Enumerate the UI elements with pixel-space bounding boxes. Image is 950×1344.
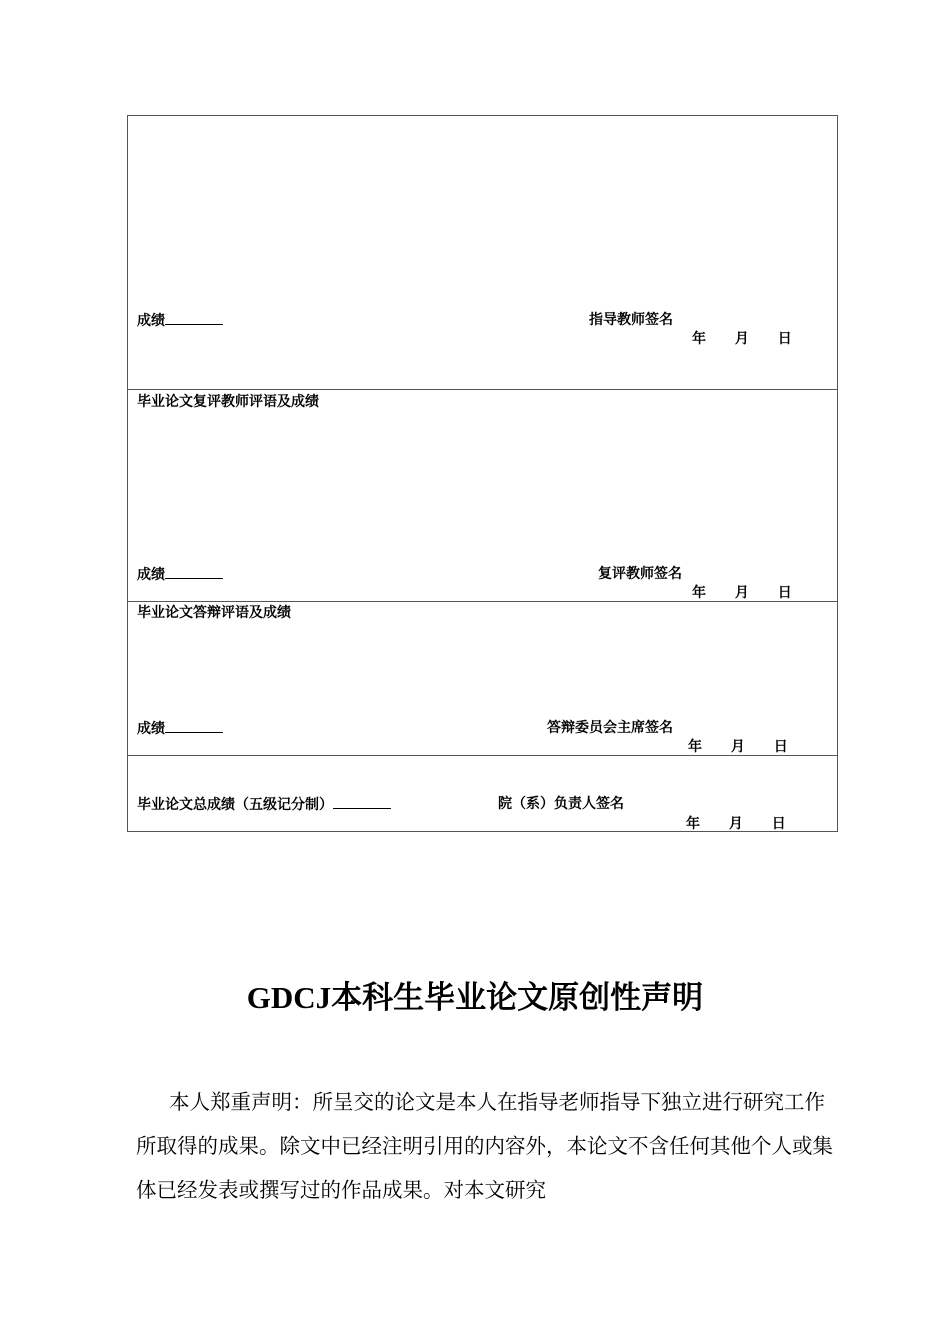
date-year: 年 (692, 331, 706, 347)
evaluation-form-table (127, 115, 838, 832)
defense-section-heading: 毕业论文答辩评语及成绩 (137, 605, 291, 621)
defense-grade-blank[interactable] (165, 720, 223, 733)
reviewer-signature-label: 复评教师签名 (598, 566, 682, 582)
row-divider (128, 389, 837, 390)
date-year: 年 (686, 816, 700, 832)
advisor-grade-field (137, 312, 223, 329)
advisor-grade-label: 成绩 (137, 313, 165, 329)
date-month: 月 (734, 331, 749, 347)
defense-date (688, 739, 788, 755)
total-grade-blank[interactable] (333, 796, 391, 809)
advisor-date (692, 331, 792, 347)
dean-signature-label: 院（系）负责人签名 (498, 796, 624, 812)
reviewer-grade-field (137, 566, 223, 583)
date-year: 年 (692, 585, 706, 601)
total-grade-field (137, 796, 391, 813)
row-divider (128, 601, 837, 602)
date-day: 日 (777, 585, 792, 601)
total-grade-label: 毕业论文总成绩（五级记分制） (137, 797, 333, 813)
dean-date (686, 816, 786, 832)
date-day: 日 (771, 816, 786, 832)
defense-grade-label: 成绩 (137, 721, 165, 737)
date-day: 日 (777, 331, 792, 347)
reviewer-grade-blank[interactable] (165, 566, 223, 579)
date-day: 日 (773, 739, 788, 755)
date-month: 月 (734, 585, 749, 601)
date-month: 月 (730, 739, 745, 755)
defense-grade-field (137, 720, 223, 737)
date-month: 月 (728, 816, 743, 832)
advisor-grade-blank[interactable] (165, 312, 223, 325)
advisor-signature-label: 指导教师签名 (589, 312, 673, 328)
reviewer-grade-label: 成绩 (137, 567, 165, 583)
declaration-title: GDCJ本科生毕业论文原创性声明 (246, 980, 704, 1015)
row-divider (128, 755, 837, 756)
reviewer-date (692, 585, 792, 601)
declaration-paragraph: 本人郑重声明：所呈交的论文是本人在指导老师指导下独立进行研究工作所取得的成果。除文中已经注明引用的内容外，本论文不含任何其他个人或集体已经发表或撰写过的作品成果。对本文研究 (136, 1090, 833, 1202)
defense-signature-label: 答辩委员会主席签名 (547, 720, 673, 736)
reviewer-section-heading: 毕业论文复评教师评语及成绩 (137, 394, 319, 410)
date-year: 年 (688, 739, 702, 755)
